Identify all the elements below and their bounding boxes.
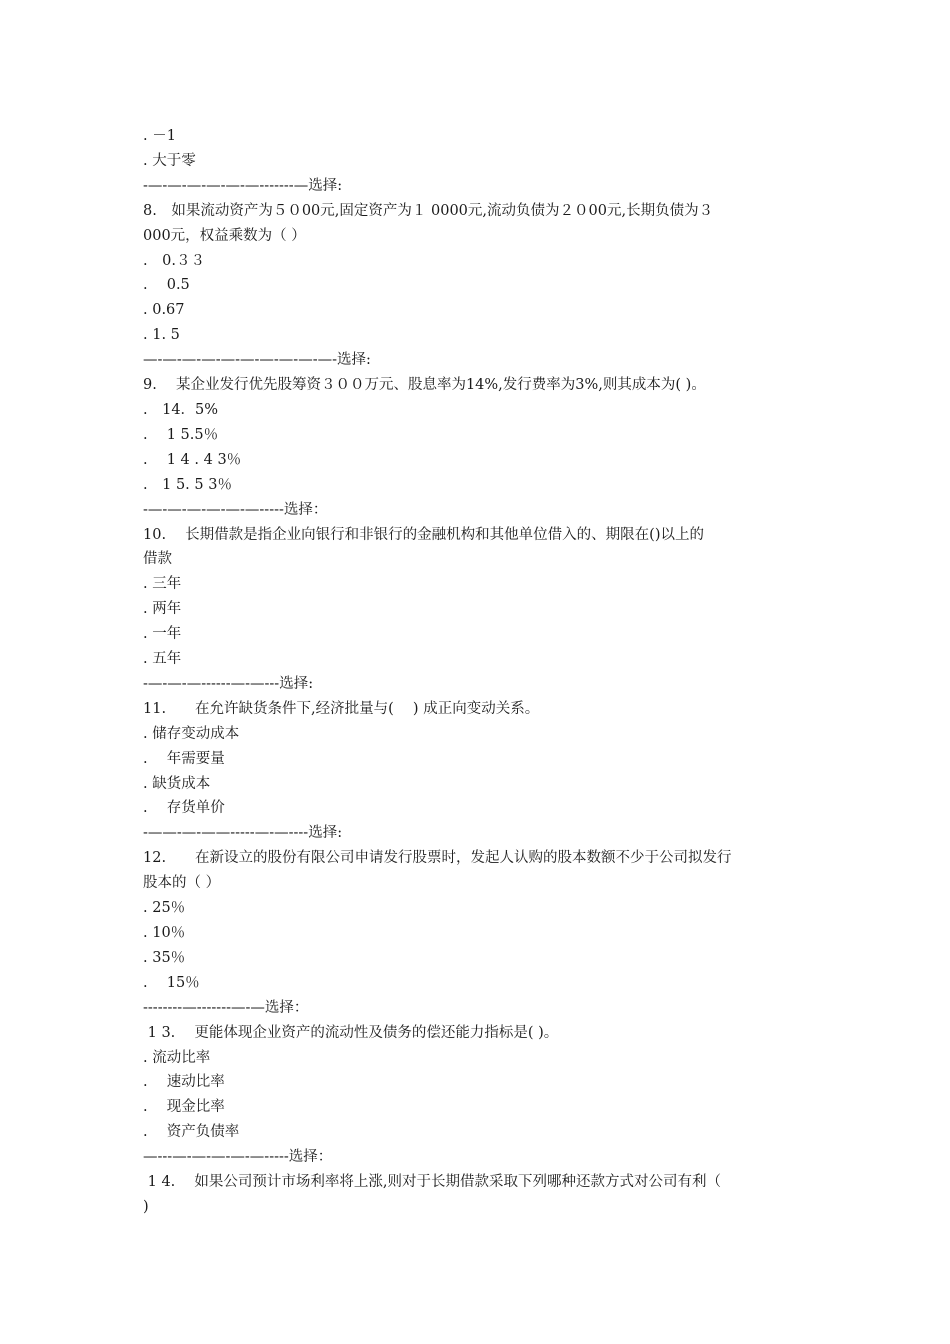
text-line: . 一年 xyxy=(143,626,182,643)
text-line: —---—-—-—-—-—-----选择： xyxy=(143,1149,333,1166)
text-line: 借款 xyxy=(143,551,172,568)
text-line: 1 4. 如果公司预计市场利率将上涨,则对于长期借款采取下列哪种还款方式对公司有利（ xyxy=(143,1174,721,1191)
text-line: . 0.67 xyxy=(143,302,185,319)
text-line: 000元，权益乘数为（ ） xyxy=(143,227,306,244)
text-line: . 1. 5 xyxy=(143,327,180,344)
text-line: 10. 长期借款是指企业向银行和非银行的金融机构和其他单位借入的、期限在()以上的 xyxy=(143,526,704,543)
text-line: 9. 某企业发行优先股筹资３００万元、股息率为14%,发行费率为3%,则其成本为( )。 xyxy=(143,377,706,394)
text-line: . 五年 xyxy=(143,651,182,668)
text-line: . 35％ xyxy=(143,949,186,966)
text-line: -——-—-——-----—-—----选择: xyxy=(143,825,343,842)
text-line: 8. 如果流动资产为５０00元,固定资产为１ 0000元,流动负债为２０00元,长期负债为３ xyxy=(143,202,714,219)
text-line: . 1 5.5％ xyxy=(143,426,219,443)
text-line: . 1 4 . 4 3％ xyxy=(143,451,242,468)
text-line: . 资产负债率 xyxy=(143,1124,240,1141)
text-line: . 10％ xyxy=(143,925,186,941)
text-line: . 储存变动成本 xyxy=(143,725,240,742)
text-line: . 两年 xyxy=(143,601,182,618)
text-line: . 存货单价 xyxy=(143,800,225,817)
document-body xyxy=(143,124,815,1220)
text-line: 11. 在允许缺货条件下,经济批量与( ) 成正向变动关系。 xyxy=(143,700,540,717)
text-line: ) xyxy=(143,1198,149,1215)
text-line: -—-—-—-—-—-—-------—选择: xyxy=(143,177,343,194)
text-line: . 速动比率 xyxy=(143,1074,225,1091)
text-line: . 年需要量 xyxy=(143,750,225,767)
text-line: . 流动比率 xyxy=(143,1049,211,1066)
text-line: . 0.5 xyxy=(143,277,190,294)
text-line: . 14．5% xyxy=(143,401,219,418)
text-line: . 三年 xyxy=(143,576,182,593)
text-line: 1 3. 更能体现企业资产的流动性及债务的偿还能力指标是( )。 xyxy=(143,1024,559,1041)
text-line: -—-—-—-—-—-—-----选择： xyxy=(143,501,328,518)
text-line: 股本的（ ） xyxy=(143,875,221,892)
text-line: . 现金比率 xyxy=(143,1099,225,1116)
text-line: . 1 5. 5 3％ xyxy=(143,476,232,493)
text-line: --------—-------—-—选择： xyxy=(143,999,309,1016)
text-line: . －1 xyxy=(143,128,176,144)
text-line: 12. 在新设立的股份有限公司申请发行股票时，发起人认购的股本数额不少于公司拟发行 xyxy=(143,850,732,867)
text-line: . 大于零 xyxy=(143,152,196,169)
text-line: . 15％ xyxy=(143,974,200,991)
text-line: . 25％ xyxy=(143,900,186,917)
text-line: . 0.３３ xyxy=(143,252,205,269)
text-line: . 缺货成本 xyxy=(143,775,211,792)
text-line: -—-—-—------—-—---选择: xyxy=(143,675,314,692)
text-line: —-—-—-—-—-—-—-—-—-—-选择: xyxy=(143,352,371,369)
